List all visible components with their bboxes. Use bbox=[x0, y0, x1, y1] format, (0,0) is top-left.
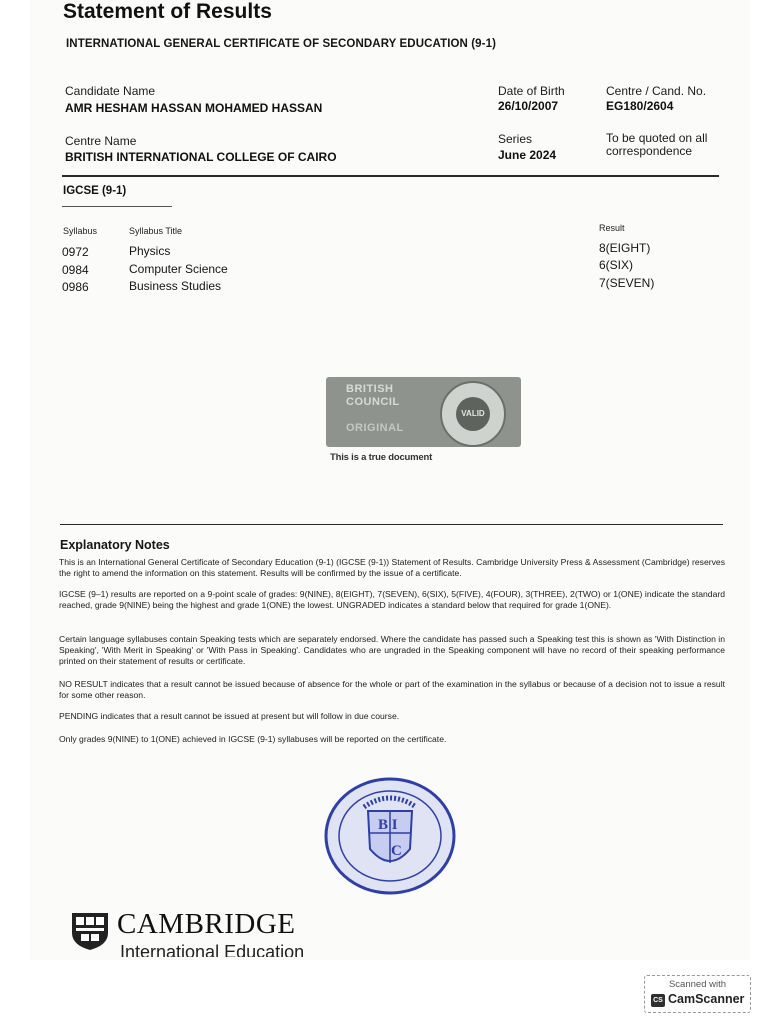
cambridge-shield-icon bbox=[70, 911, 110, 951]
council-org-line1: BRITISH bbox=[346, 383, 394, 395]
stamp-letters-bottom: C bbox=[391, 843, 402, 859]
centre-name: BRITISH INTERNATIONAL COLLEGE OF CAIRO bbox=[65, 150, 337, 164]
cambridge-subtitle: International Education bbox=[120, 942, 305, 957]
camscanner-badge bbox=[644, 975, 751, 1013]
note-paragraph: IGCSE (9–1) results are reported on a 9-point scale of grades: 9(NINE), 8(EIGHT), 7(SEVEN), 6(SIX), 5(FIVE), 4(FOUR), 3(THREE), 2(TWO) or 1(ONE) indicate the standard reached, grade 9(NINE) being the highest and grade 1(ONE) the lowest. UNGRADED indicates a standard below that required for grade 1(ONE). bbox=[59, 589, 725, 610]
embassy-seal-icon bbox=[440, 381, 506, 447]
quote-note: To be quoted on all correspondence bbox=[606, 131, 708, 158]
qualification-heading: INTERNATIONAL GENERAL CERTIFICATE OF SECONDARY EDUCATION (9-1) bbox=[66, 38, 497, 50]
scanned-with-label: Scanned with bbox=[668, 979, 727, 990]
council-org-line2: COUNCIL bbox=[346, 396, 400, 408]
school-round-stamp-icon bbox=[324, 777, 456, 895]
candidate-name-label: Candidate Name bbox=[65, 84, 156, 98]
notes-heading: Explanatory Notes bbox=[60, 538, 170, 552]
note-paragraph: Only grades 9(NINE) to 1(ONE) achieved in IGCSE (9-1) syllabuses will be reported on the certificate. bbox=[59, 734, 447, 744]
centre-name-label: Centre Name bbox=[65, 134, 137, 148]
centre-cand-label: Centre / Cand. No. bbox=[606, 84, 707, 98]
section-underline bbox=[62, 206, 172, 207]
syllabus-title: Business Studies bbox=[129, 279, 222, 293]
syllabus-result: 7(SEVEN) bbox=[599, 276, 655, 290]
series-label: Series bbox=[498, 132, 533, 146]
centre-cand-value: EG180/2604 bbox=[606, 99, 674, 113]
cambridge-wordmark: CAMBRIDGE bbox=[117, 908, 296, 940]
document-title: Statement of Results bbox=[63, 0, 272, 23]
series-value: June 2024 bbox=[498, 148, 557, 162]
title-col-header: Syllabus Title bbox=[129, 226, 183, 236]
candidate-name: AMR HESHAM HASSAN MOHAMED HASSAN bbox=[65, 101, 323, 115]
note-paragraph: NO RESULT indicates that a result cannot be issued because of absence for the whole or part of the examination in the syllabus or because of a decision not to issue a result for some other reason. bbox=[59, 679, 725, 700]
syllabus-title: Physics bbox=[129, 244, 171, 258]
note-paragraph: PENDING indicates that a result cannot be issued at present but will follow in due course. bbox=[59, 711, 400, 721]
result-col-header: Result bbox=[599, 223, 625, 233]
dob-label: Date of Birth bbox=[498, 84, 565, 98]
syllabus-col-header: Syllabus bbox=[63, 226, 98, 236]
dob-value: 26/10/2007 bbox=[498, 99, 559, 113]
camscanner-logo-icon: CS bbox=[651, 994, 665, 1007]
syllabus-code: 0972 bbox=[62, 245, 89, 259]
british-council-verification-stamp bbox=[326, 377, 521, 447]
syllabus-title: Computer Science bbox=[129, 262, 228, 276]
notes-divider bbox=[60, 524, 723, 525]
original-stamp-word: ORIGINAL bbox=[346, 422, 404, 434]
syllabus-result: 8(EIGHT) bbox=[599, 241, 651, 255]
stamp-letters-top: B I bbox=[378, 817, 398, 833]
note-paragraph: This is an International General Certificate of Secondary Education (9-1) (IGCSE (9-1)) Statement of Results. Cambridge University Press & Assessment (Cambridge) reserves the right to amend the information on this statement. Results will be confirmed by the issue of a certificate. bbox=[59, 557, 725, 578]
syllabus-code: 0984 bbox=[62, 263, 89, 277]
seal-valid-text: VALID bbox=[456, 397, 490, 431]
note-paragraph: Certain language syllabuses contain Speaking tests which are separately endorsed. Where the candidate has passed such a Speaking test this is shown as 'With Distinction in Speaking', 'With Merit in Speaking' or 'With Pass in Speaking'. Candidates who are ungraded in the Speaking component will have no record of their speaking performance printed on their statement of results or certificate. bbox=[59, 634, 725, 666]
camscanner-name: CamScanner bbox=[668, 992, 745, 1006]
syllabus-result: 6(SIX) bbox=[599, 258, 634, 272]
syllabus-code: 0986 bbox=[62, 280, 89, 294]
true-document-caption: This is a true document bbox=[330, 452, 433, 463]
header-divider bbox=[62, 175, 719, 177]
results-section-title: IGCSE (9-1) bbox=[63, 185, 127, 197]
